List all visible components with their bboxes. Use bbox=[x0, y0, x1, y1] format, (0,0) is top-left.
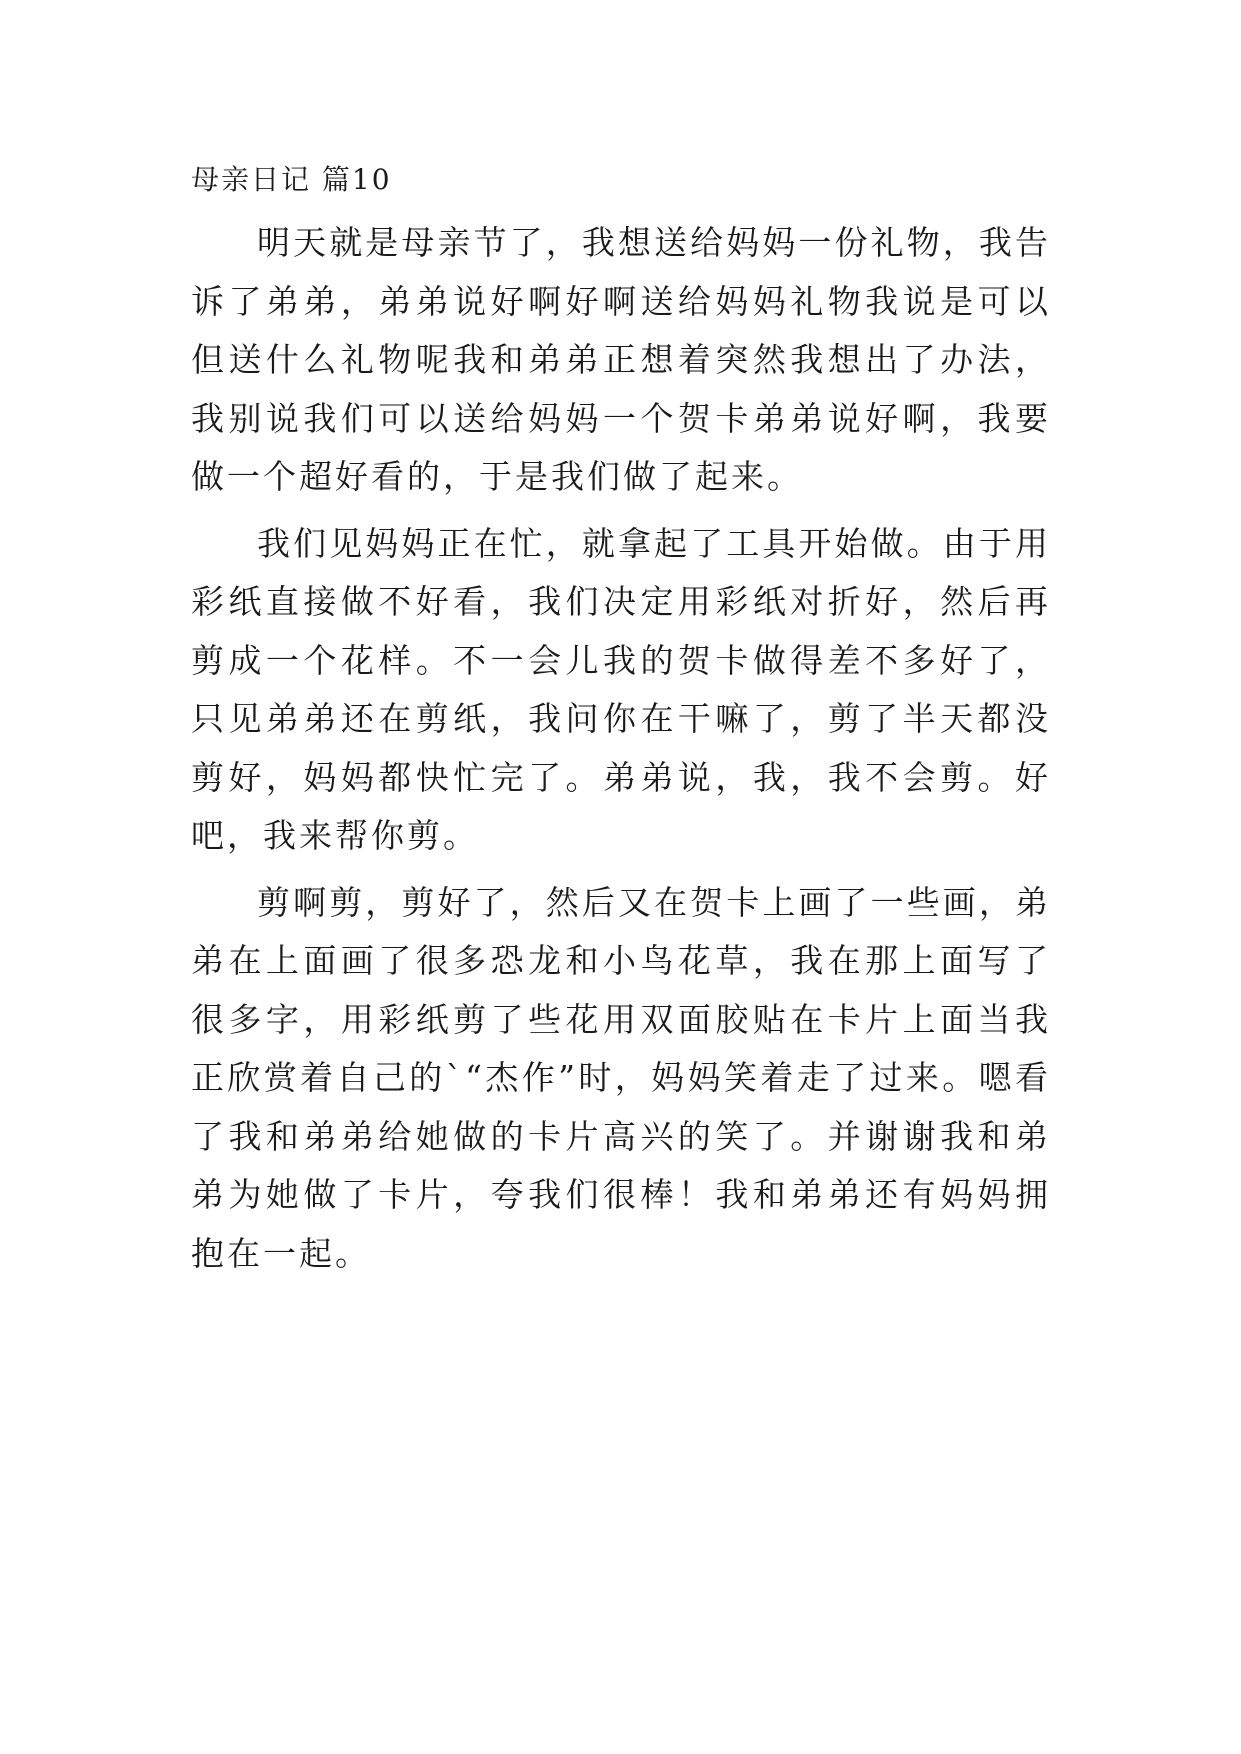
document-body bbox=[191, 160, 1051, 1291]
paragraph-2: 我们见妈妈正在忙，就拿起了工具开始做。由于用彩纸直接做不好看，我们决定用彩纸对折好，然后再剪成一个花样。不一会儿我的贺卡做得差不多好了，只见弟弟还在剪纸，我问你在干嘛了，剪了半天都没剪好，妈妈都快忙完了。弟弟说，我，我不会剪。好吧，我来帮你剪。 bbox=[191, 523, 1051, 855]
document-title: 母亲日记 篇10 bbox=[191, 163, 392, 196]
paragraph-3: 剪啊剪，剪好了，然后又在贺卡上画了一些画，弟弟在上面画了很多恐龙和小鸟花草，我在那上面写了很多字，用彩纸剪了些花用双面胶贴在卡片上面当我正欣赏着自己的`“杰作”时，妈妈笑着走了过来。嗯看了我和弟弟给她做的卡片高兴的笑了。并谢谢我和弟弟为她做了卡片，夸我们很棒！我和弟弟还有妈妈拥抱在一起。 bbox=[191, 882, 1051, 1273]
paragraph-1: 明天就是母亲节了，我想送给妈妈一份礼物，我告诉了弟弟，弟弟说好啊好啊送给妈妈礼物我说是可以但送什么礼物呢我和弟弟正想着突然我想出了办法，我别说我们可以送给妈妈一个贺卡弟弟说好啊，我要做一个超好看的，于是我们做了起来。 bbox=[191, 223, 1051, 496]
